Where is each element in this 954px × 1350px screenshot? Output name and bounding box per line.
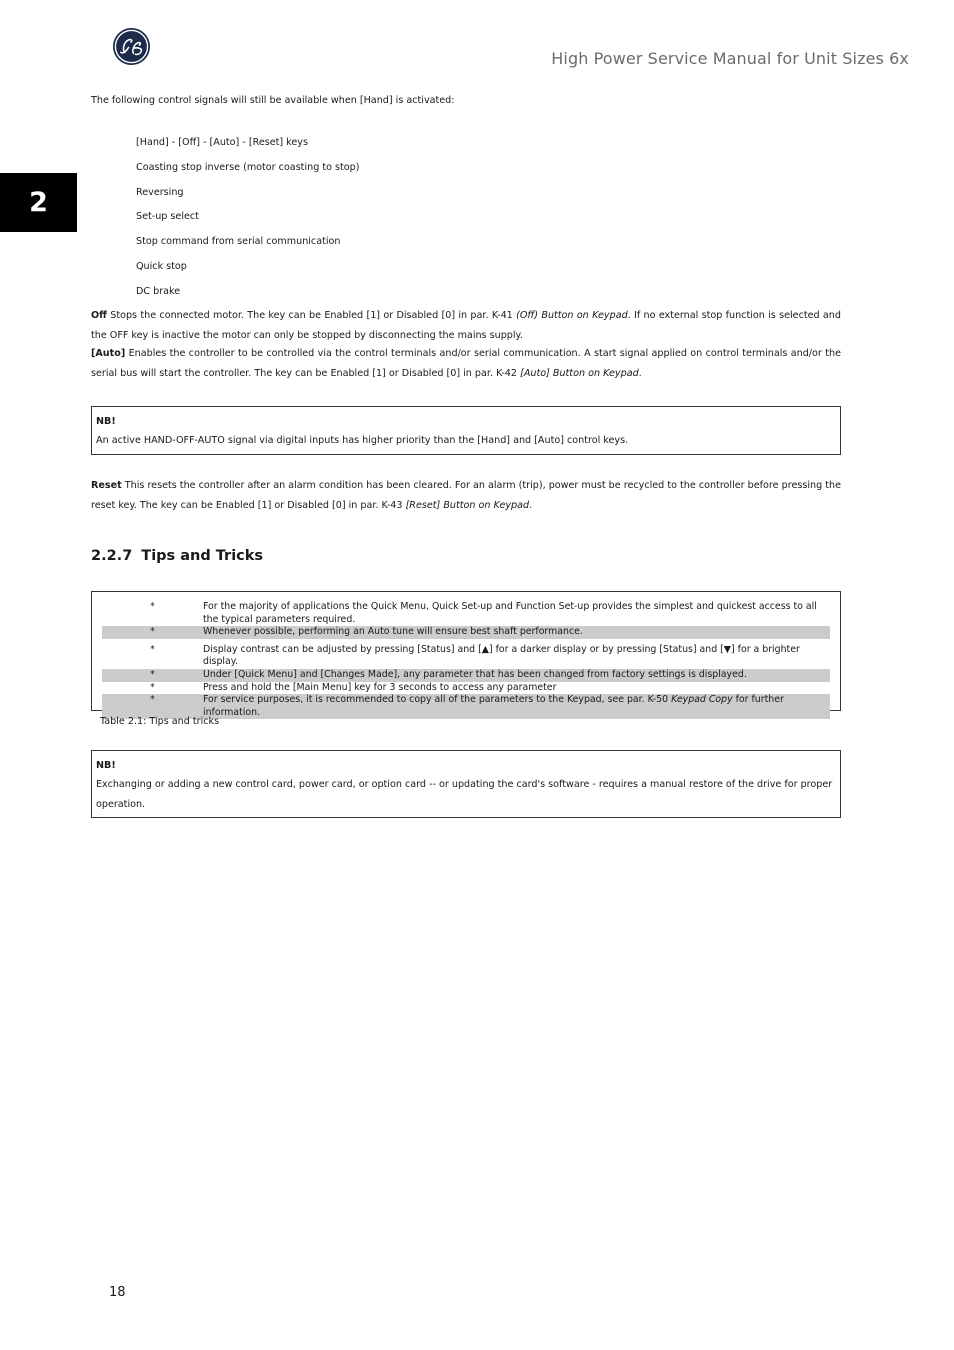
table-row (102, 601, 830, 626)
bullet-star: * (150, 668, 155, 680)
section-title: Tips and Tricks (141, 548, 264, 564)
tip-text: Under [Quick Menu] and [Changes Made], any parameter that has been changed from factory settings is displayed. (203, 668, 747, 680)
auto-key-label: [Auto] (91, 348, 126, 359)
auto-param-ref: [Auto] Button on Keypad (520, 367, 639, 379)
off-param-ref: (Off) Button on Keypad (516, 310, 628, 321)
section-number: 2.2.7 (91, 548, 133, 564)
list-item: [Hand] - [Off] - [Auto] - [Reset] keys (136, 137, 308, 148)
table-row (102, 639, 830, 669)
tip-text: Press and hold the [Main Menu] key for 3 seconds to access any parameter (203, 681, 557, 693)
bullet-star: * (150, 694, 155, 706)
reset-key-label: Reset (91, 480, 122, 491)
intro-text: The following control signals will still be available when [Hand] is activated: (91, 95, 455, 106)
off-key-label: Off (91, 310, 107, 321)
list-item: Coasting stop inverse (motor coasting to stop) (136, 161, 360, 173)
list-item: Set-up select (136, 211, 199, 223)
bullet-star: * (150, 626, 155, 638)
reset-text-b: . (529, 499, 533, 511)
chapter-tab: 2 (0, 173, 77, 232)
tip-text-b: for further information. (203, 694, 784, 718)
list-item: DC brake (136, 285, 181, 297)
note-text: Exchanging or adding a new control card, power card, or option card -- or updating the card's software - requires a manual restore of the drive for proper operation. (96, 779, 833, 810)
reset-text-a: This resets the controller after an alarm condition has been cleared. For an alarm (trip), power must be recycled to the controller before pressing the reset key. The key can be Enabled [1] or Disabled [0] in par. K-43 (91, 480, 841, 511)
note-text: An active HAND-OFF-AUTO signal via digital inputs has higher priority than the [Hand] and [Auto] control keys. (96, 435, 629, 447)
bullet-star: * (150, 601, 155, 612)
off-text-a: Stops the connected motor. The key can be Enabled [1] or Disabled [0] in par. K-41 (106, 310, 517, 321)
tip-text-a: For service purposes, it is recommended to copy all of the parameters to the Keypad, see par. K-50 (203, 694, 672, 706)
note-label: NB! (96, 760, 116, 771)
tip-text: Whenever possible, performing an Auto tune will ensure best shaft performance. (203, 626, 583, 638)
tips-table (91, 591, 841, 718)
list-item: Quick stop (136, 260, 187, 272)
table-row (102, 626, 830, 639)
tip-text (203, 694, 830, 719)
section-heading (91, 548, 263, 564)
auto-text-a: Enables the controller to be controlled via the control terminals and/or serial communication. A start signal applied on control terminals and/or the serial bus will start the controller. The key can be Enabled [1] or Disabled [0] in par. K-42 (91, 348, 841, 379)
control-signal-list (136, 133, 359, 307)
reset-key-description (91, 476, 841, 515)
list-item: Reversing (136, 186, 184, 198)
table-row (102, 682, 830, 695)
bullet-star: * (150, 681, 155, 693)
auto-text-b: . (638, 367, 642, 379)
reset-param-ref: [Reset] Button on Keypad (405, 499, 530, 511)
list-item: Stop command from serial communication (136, 236, 341, 248)
page-number: 18 (109, 1285, 126, 1300)
off-text-b: . If no external stop function is selected and the OFF key is inactive the motor can only be stopped by disconnecting the mains supply. (91, 310, 841, 341)
note-box-hand-off-auto (91, 406, 841, 455)
page-header-title: High Power Service Manual for Unit Sizes 6x (551, 49, 909, 68)
bullet-star: * (150, 643, 155, 655)
note-box-card-exchange (91, 750, 841, 818)
ge-logo (112, 27, 151, 66)
tip-text: For the majority of applications the Quick Menu, Quick Set-up and Function Set-up provides the simplest and quickest access to all the typical parameters required. (203, 601, 817, 625)
auto-key-description (91, 344, 841, 383)
note-label: NB! (96, 416, 116, 427)
keypad-copy-ref: Keypad Copy (671, 694, 733, 706)
tip-text: Display contrast can be adjusted by pressing [Status] and [▲] for a darker display or by pressing [Status] and [▼] for a brighter display. (203, 643, 800, 668)
off-key-description (91, 306, 841, 345)
table-caption: Table 2.1: Tips and tricks (100, 716, 220, 727)
table-row (102, 669, 830, 682)
